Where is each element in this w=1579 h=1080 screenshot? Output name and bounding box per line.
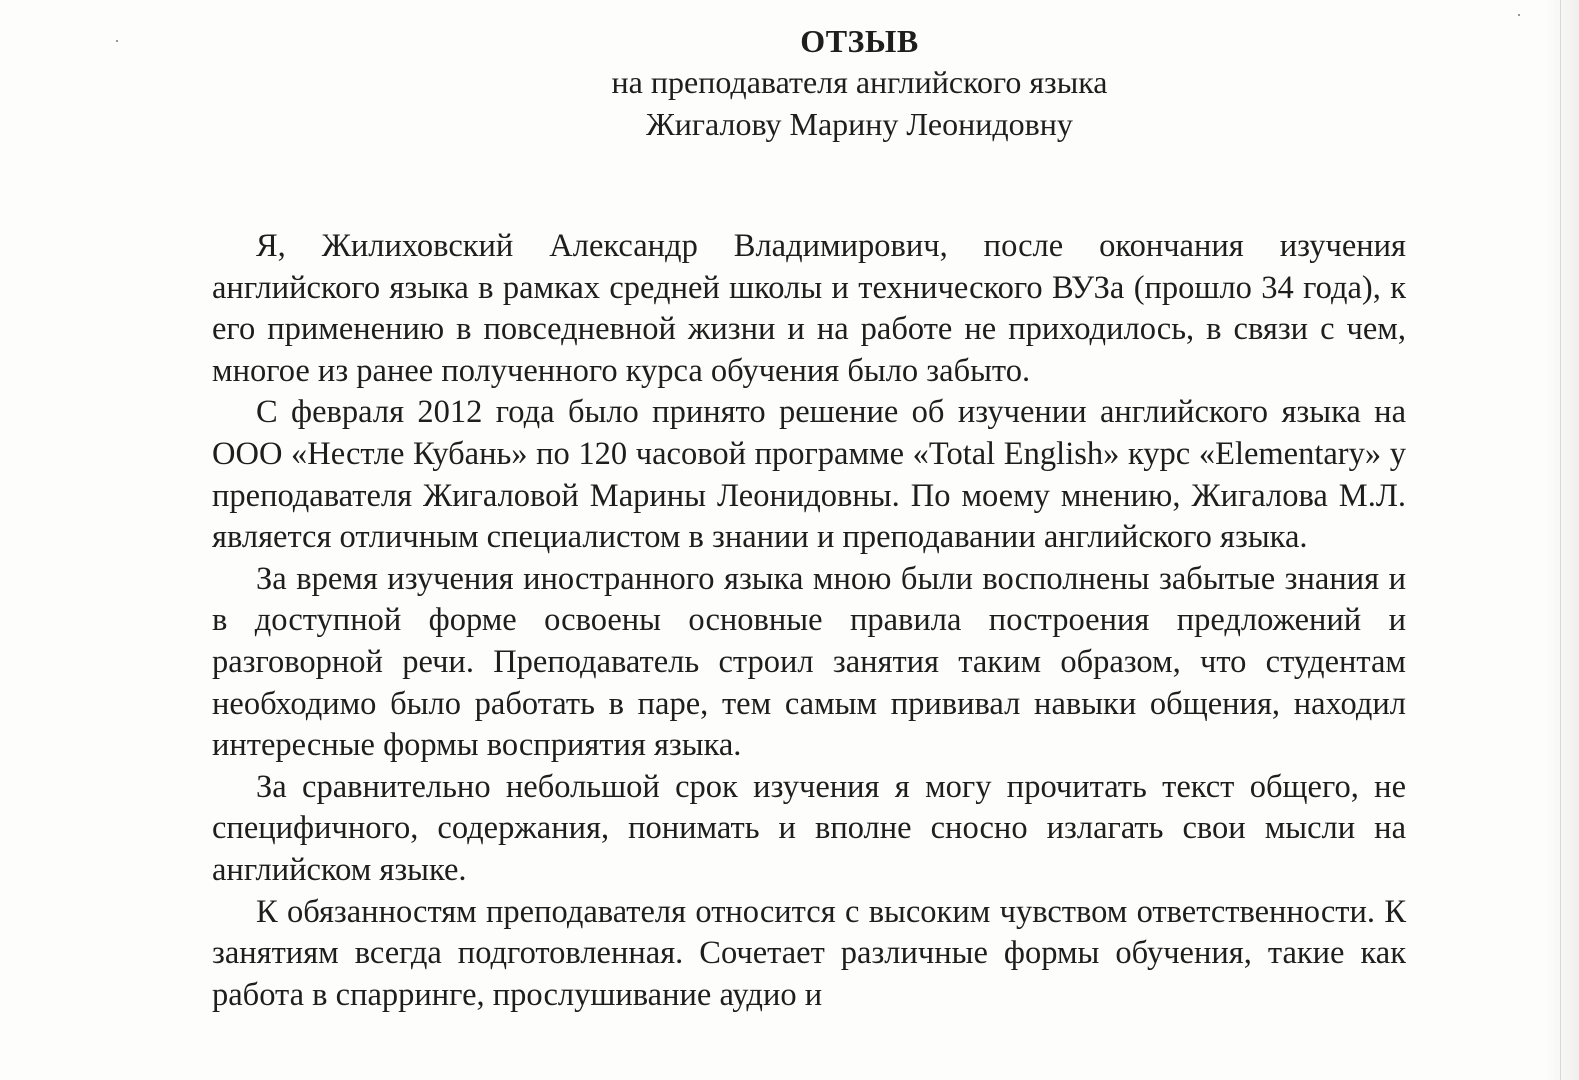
document-subtitle-line-1: на преподавателя английского языка xyxy=(611,64,1108,100)
paragraph-5: К обязанностям преподавателя относится с высоким чувством ответственности. К занятиям всегда подготовленная. Сочетает различные формы обучения, такие как работа в спарринге, прослушивание аудио и xyxy=(212,893,1406,1013)
scan-speck xyxy=(1518,14,1520,16)
scan-edge-shadow xyxy=(1545,0,1579,1080)
paragraph-4: За сравнительно небольшой срок изучения я могу прочитать текст общего, не специфичного, содержания, понимать и вполне сносно излагать свои мысли на английском языке. xyxy=(212,768,1406,888)
document-title: ОТЗЫВ xyxy=(800,23,919,59)
scan-line xyxy=(1560,0,1561,1080)
paragraph-1: Я, Жилиховский Александр Владимирович, после окончания изучения английского языка в рамках средней школы и технического ВУЗа (прошло 34 года), к его применению в повседневной жизни и на работе не приходилось, в связи с чем, многое из ранее полученного курса обучения было забыто. xyxy=(212,228,1406,389)
document-body xyxy=(212,226,1406,1016)
document-subtitle-line-2: Жигалову Марину Леонидовну xyxy=(646,106,1073,142)
paragraph-3: За время изучения иностранного языка мною были восполнены забытые знания и в доступной форме освоены основные правила построения предложений и разговорной речи. Преподаватель строил занятия таким образом, что студентам необходимо было работать в паре, тем самым прививал навыки общения, находил интересные формы восприятия языка. xyxy=(212,560,1406,764)
paragraph-2: С февраля 2012 года было принято решение об изучении английского языка на ООО «Нестле Кубань» по 120 часовой программе «Total English» курс «Elementary» у преподавателя Жигаловой Марины Леонидовны. По моему мнению, Жигалова М.Л. является отличным специалистом в знании и преподавании английского языка. xyxy=(212,394,1406,556)
